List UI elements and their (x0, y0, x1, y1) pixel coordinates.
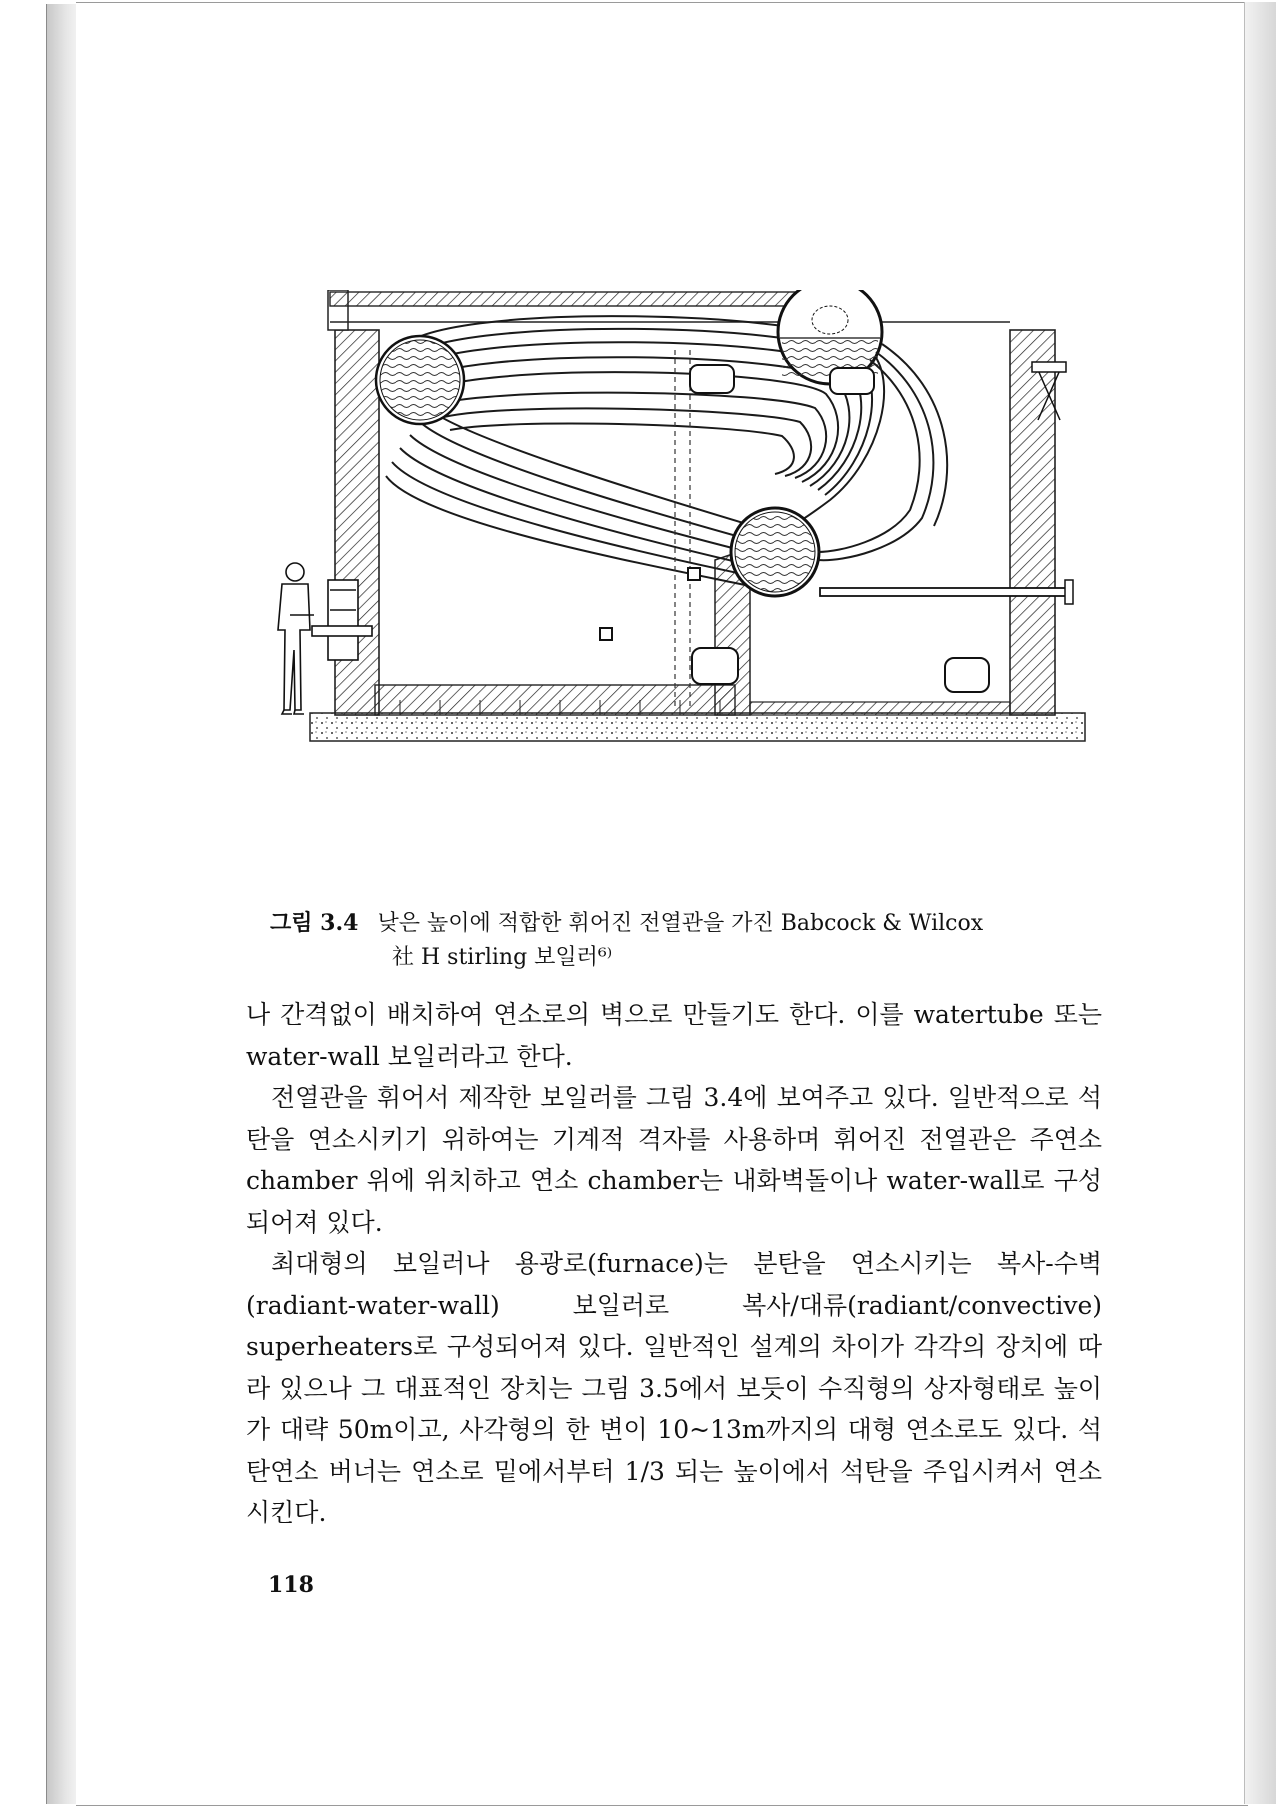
ground-slab (310, 713, 1085, 741)
roof (330, 292, 850, 306)
page-edge-right (1244, 2, 1276, 1804)
paragraph: 최대형의 보일러나 용광로(furnace)는 분탄을 연소시키는 복사-수벽(radiant-water-wall) 보일러로 복사/대류(radiant/convective) superheaters로 구성되어져 있다. 일반적인 설계의 차이가 각각의 장치에 따라 있으나 그 대표적인 장치는 그림 3.5에서 보듯이 수직형의 상자형태로 높이가 대략 50m이고, 사각형의 한 변이 10~13m까지의 대형 연소로도 있다. 석탄연소 버너는 연소로 밑에서부터 1/3 되는 높이에서 석탄을 주입시켜서 연소시킨다. (246, 1249, 1102, 1527)
right-wall (1010, 330, 1055, 715)
person-figure (278, 563, 314, 714)
paragraph: 전열관을 휘어서 제작한 보일러를 그림 3.4에 보여주고 있다. 일반적으로 석탄을 연소시키기 위하여는 기계적 격자를 사용하며 휘어진 전열관은 주연소 chamber 위에 위치하고 연소 chamber는 내화벽돌이나 water-wall로 구성되어져 있다. (246, 1083, 1102, 1237)
page-number: 118 (268, 1572, 314, 1598)
body-text (246, 994, 1102, 1534)
page-edge-left (46, 4, 79, 1804)
upper-left-drum (376, 336, 464, 424)
outlet-pipe (820, 588, 1070, 596)
figure-caption (270, 906, 1090, 975)
book-page (76, 2, 1248, 1806)
boiler-illustration (270, 290, 1100, 870)
paragraph: 나 간격없이 배치하여 연소로의 벽으로 만들기도 한다. 이를 watertube 또는 water-wall 보일러라고 한다. (246, 1000, 1102, 1071)
furnace-floor (375, 685, 735, 715)
caption-line-1: 낮은 높이에 적합한 휘어진 전열관을 가진 Babcock & Wilcox (377, 911, 984, 936)
caption-line-2: 社 H stirling 보일러⁶⁾ (392, 945, 613, 970)
mud-drum (731, 508, 819, 596)
figure-label: 그림 3.4 (270, 910, 359, 936)
